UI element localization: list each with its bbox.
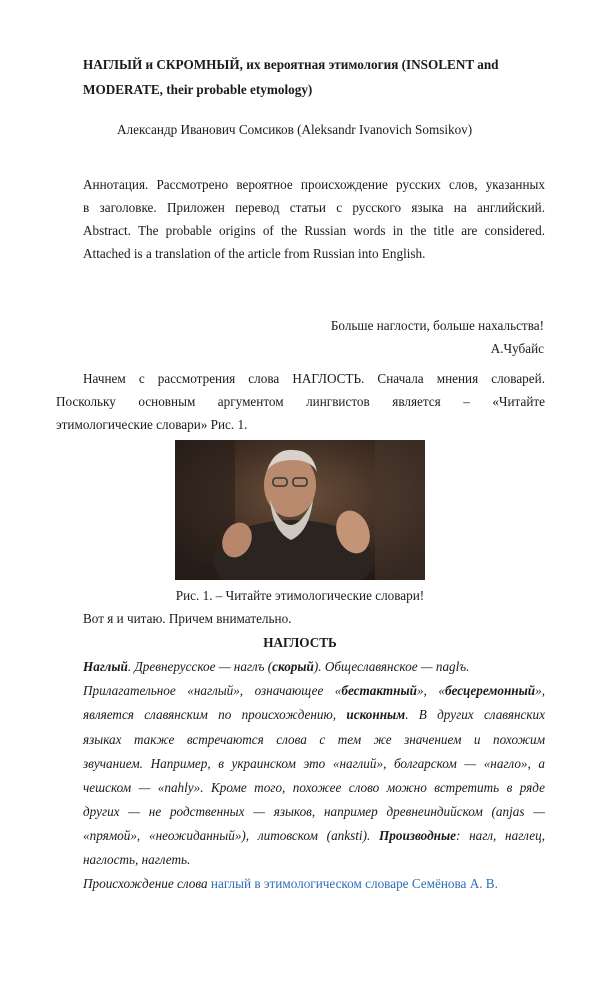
entry-line-10: Происхождение слова наглый в этимологическом словаре Семёнова А. В.	[83, 876, 498, 891]
figure-1-photo	[175, 440, 425, 580]
figure-1-illustration	[175, 440, 425, 580]
author-line: Александр Иванович Сомсиков (Aleksandr Ivanovich Somsikov)	[117, 122, 473, 137]
entry-heading: НАГЛОСТЬ	[263, 635, 337, 650]
intro-line-3: этимологические словари» Рис. 1.	[56, 417, 248, 432]
entry-line-7: других — не родственных — языков, например древнеиндийском (anjas —	[83, 804, 545, 819]
after-figure-text: Вот я и читаю. Причем внимательно.	[83, 611, 292, 626]
gloss-skory: скорый	[272, 659, 314, 674]
annotation-line-2: в заголовке. Приложен перевод статьи с русского языка на английский.	[83, 200, 545, 215]
intro-line-2: Поскольку основным аргументом лингвистов является – «Читайте	[56, 394, 545, 409]
entry-line-4: языках также встречаются слова с тем же значением и похожим	[83, 732, 545, 747]
entry-line-6: чешском — «nahly». Кроме того, похожее слово можно встретить в ряде	[83, 780, 545, 795]
headword: Наглый	[83, 659, 128, 674]
abstract-line-1: Abstract. The probable origins of the Russian words in the title are considered.	[83, 223, 545, 238]
semenov-dictionary-link[interactable]: наглый в этимологическом словаре Семёнова А. В.	[210, 876, 498, 891]
intro-line-1: Начнем с рассмотрения слова НАГЛОСТЬ. Сначала мнения словарей.	[83, 371, 545, 386]
epigraph-source: А.Чубайс	[490, 341, 544, 356]
entry-line-5: звучанием. Например, в украинском это «наглий», болгарском — «нагло», а	[83, 756, 545, 771]
entry-line-8: «прямой», «неожиданный»), литовском (anksti). Производные: нагл, наглец,	[83, 828, 545, 843]
figure-1-caption: Рис. 1. – Читайте этимологические словари!	[175, 588, 425, 603]
abstract-line-2: Attached is a translation of the article from Russian into English.	[83, 246, 426, 261]
entry-line-3: является славянским по происхождению, исконным. В других славянских	[83, 707, 545, 722]
epigraph-quote: Больше наглости, больше нахальства!	[330, 318, 544, 333]
entry-line-9: наглость, наглеть.	[83, 852, 191, 867]
paper-title: НАГЛЫЙ и СКРОМНЫЙ, их вероятная этимология (INSOLENT and MODERATE, their probable etymology)	[83, 57, 499, 97]
annotation-line-1: Аннотация. Рассмотрено вероятное происхождение русских слов, указанных	[83, 177, 545, 192]
entry-line-2: Прилагательное «наглый», означающее «бестактный», «бесцеремонный»,	[83, 683, 546, 698]
entry-line-1: Наглый. Древнерусское — наглъ (скорый). Общеславянское — naglъ.	[83, 659, 470, 674]
